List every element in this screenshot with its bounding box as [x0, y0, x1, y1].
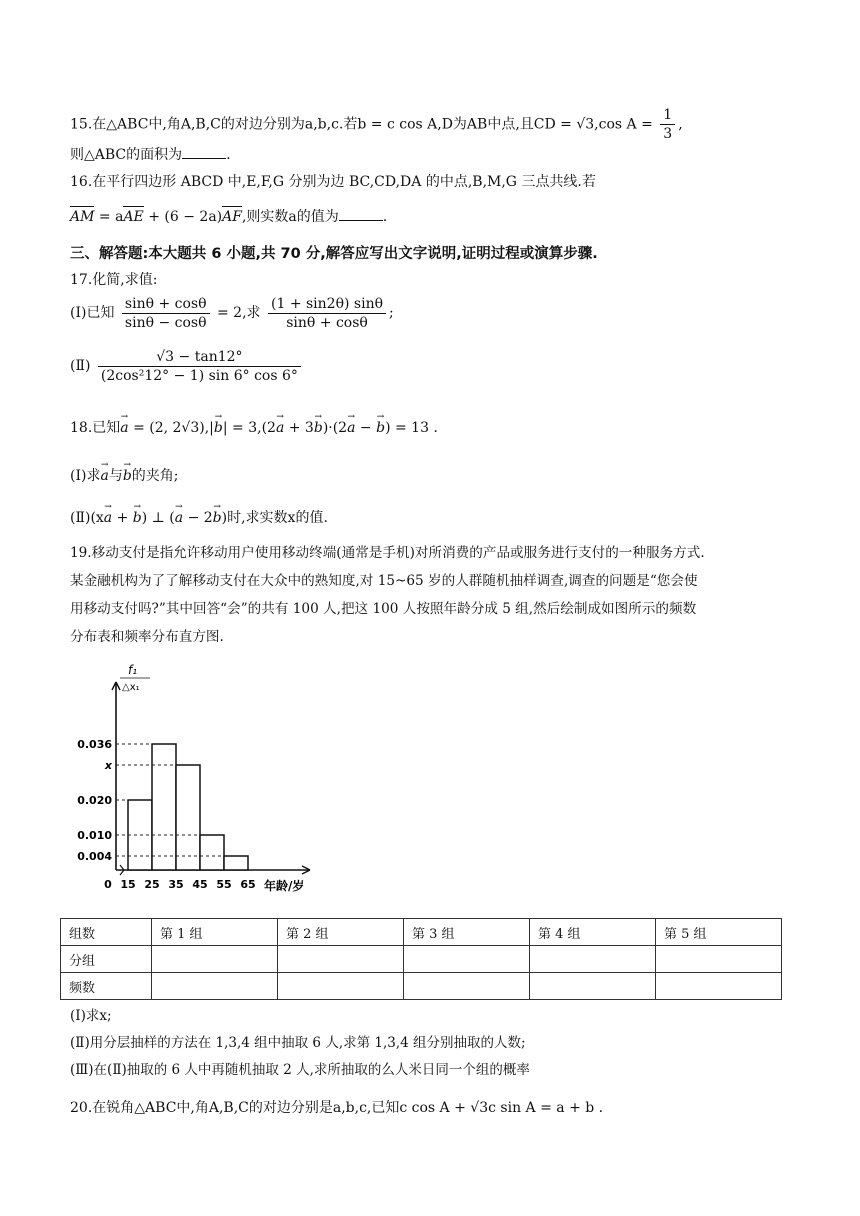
q18-p2-a: +: [112, 510, 133, 526]
q15-frac-den: 3: [663, 126, 673, 142]
q18-p1-vec-b: b →: [123, 466, 132, 486]
q16-line1: [70, 172, 596, 192]
table-cell[interactable]: [403, 946, 529, 973]
x-tick-label: 35: [168, 878, 184, 891]
table-cell: 频数: [61, 973, 152, 1000]
q17-frac3: [98, 348, 301, 385]
q15-line2: [70, 145, 231, 165]
q15-text2: 则△ABC的面积为: [70, 147, 183, 163]
q17-frac1: [122, 295, 210, 332]
table-header-row: [61, 919, 782, 946]
q18-vec-b1: b →: [214, 418, 223, 438]
y-tick-label: 0.036: [77, 738, 112, 751]
q19-sub1: (Ⅰ)求x;: [70, 1008, 112, 1024]
frequency-table: [60, 918, 782, 1000]
q18-p2-vec-a2: a →: [175, 508, 183, 528]
y-tick-label: 0.010: [77, 829, 112, 842]
table-cell: 第 4 组: [529, 919, 655, 946]
q18-vec-b3: b →: [376, 418, 385, 438]
q16-plus: + (6 − 2a): [143, 209, 223, 225]
q17-p1-label: (Ⅰ)已知: [70, 305, 115, 321]
histogram-bar: [224, 856, 248, 870]
table-cell[interactable]: [403, 973, 529, 1000]
x-tick-label: 25: [144, 878, 160, 891]
table-cell: 第 5 组: [655, 919, 781, 946]
table-cell[interactable]: [655, 973, 781, 1000]
q18-part1: [70, 466, 179, 486]
x-axis-label: 年龄/岁: [264, 879, 305, 893]
q17-part1: [70, 292, 394, 334]
y-tick-label: 0.004: [77, 850, 112, 863]
q16-text1: 16.在平行四边形 ABCD 中,E,F,G 分别为边 BC,CD,DA 的中点,B,M,G 三点共线.若: [70, 174, 596, 190]
table-row: [61, 946, 782, 973]
q18-stem: [70, 418, 438, 438]
q15-text1: 15.在△ABC中,角A,B,C的对边分别为a,b,c.若b = c cos A,D为AB中点,且CD = √3,cos A =: [70, 116, 653, 133]
q15-line1: [70, 106, 683, 143]
q17-p2-label: (Ⅱ): [70, 358, 91, 374]
table-cell: 组数: [61, 919, 152, 946]
q20-stem: 20.在锐角△ABC中,角A,B,C的对边分别是a,b,c,已知c cos A + √3c sin A = a + b .: [70, 1100, 604, 1116]
histogram-bar: [176, 765, 200, 870]
q18-p2-vec-b2: b →: [213, 508, 222, 528]
y-axis-label-den: △x₁: [122, 682, 140, 693]
q16-vec-am: AM: [70, 209, 95, 225]
q18-p2-vec-b1: b →: [133, 508, 142, 528]
table-cell[interactable]: [278, 946, 404, 973]
x-tick-label: 0: [104, 878, 112, 891]
q19-sub2: (Ⅱ)用分层抽样的方法在 1,3,4 组中抽取 6 人,求第 1,3,4 组分别抽取的人数;: [70, 1035, 526, 1051]
q19-line4: 分布表和频率分布直方图.: [70, 629, 224, 645]
q17-p1-end: ;: [389, 305, 394, 321]
q16-end: .: [382, 209, 388, 225]
q16-line2: [70, 207, 387, 227]
q17-p1-mid: = 2,求: [212, 305, 261, 321]
q19-line1: 19.移动支付是指允许移动用户使用移动终端(通常是手机)对所消费的产品或服务进行支付的一种服务方式.: [70, 545, 705, 561]
q18-p2-label: (Ⅱ)(x: [70, 510, 104, 526]
table-cell: 第 2 组: [278, 919, 404, 946]
histogram-bar: [152, 744, 176, 870]
q15-comma: ,: [678, 116, 683, 133]
q18-stem-e: )·(2: [322, 420, 348, 436]
q18-p2-c: − 2: [183, 510, 213, 526]
q16-vec-ae: AE: [123, 209, 144, 225]
q18-vec-a3: a →: [347, 418, 355, 438]
x-tick-label: 65: [240, 878, 256, 891]
q17-frac2-num: (1 + sin2θ) sinθ: [268, 295, 386, 314]
q18-p2-vec-a1: a →: [104, 508, 112, 528]
q15-frac-num: 1: [660, 106, 675, 125]
frequency-histogram: [70, 660, 360, 910]
y-axis-label-num: f₁: [128, 663, 138, 677]
q15-answer-blank[interactable]: [182, 145, 226, 159]
x-tick-label: 55: [216, 878, 232, 891]
table-cell[interactable]: [152, 973, 278, 1000]
q18-vec-b2: b →: [314, 418, 323, 438]
x-tick-label: 45: [192, 878, 208, 891]
q15-end: .: [226, 147, 231, 163]
y-tick-label: x: [104, 759, 112, 772]
q16-text2b: ,则实数a的值为: [241, 209, 339, 225]
q17-frac1-den: sinθ − cosθ: [124, 314, 207, 331]
q18-p1-vec-a: a →: [100, 466, 108, 486]
q18-stem-g: ) = 13 .: [385, 420, 438, 436]
table-row: [61, 973, 782, 1000]
q18-part2: [70, 508, 328, 528]
q17-frac2-den: sinθ + cosθ: [286, 314, 368, 331]
q17-frac2: [268, 295, 386, 332]
q18-p1-mid: 与: [108, 468, 123, 484]
histogram-bar: [200, 835, 224, 870]
q18-p2-end: )时,求实数x的值.: [221, 510, 328, 526]
section-heading: 三、解答题:本大题共 6 小题,共 70 分,解答应写出文字说明,证明过程或演算步骤.: [70, 246, 598, 262]
table-cell[interactable]: [655, 946, 781, 973]
q16-eq: = a: [94, 209, 124, 225]
y-tick-label: 0.020: [77, 794, 112, 807]
q18-p1-end: 的夹角;: [131, 468, 179, 484]
x-tick-label: 15: [120, 878, 136, 891]
q17-frac3-num: √3 − tan12°: [98, 348, 301, 367]
table-cell: 第 3 组: [403, 919, 529, 946]
q18-stem-d: + 3: [284, 420, 314, 436]
q15-fraction: [660, 106, 675, 143]
q18-vec-a1: a →: [120, 418, 128, 438]
q18-p2-b: ) ⊥ (: [141, 510, 175, 526]
q17-title: 17.化简,求值:: [70, 272, 158, 288]
q19-line3: 用移动支付吗?”其中回答“会”的共有 100 人,把这 100 人按照年龄分成 5 组,然后绘制成如图所示的频数: [70, 601, 697, 617]
q18-stem-a: 18.已知: [70, 420, 121, 436]
q18-vec-a2: a →: [276, 418, 284, 438]
q16-answer-blank[interactable]: [339, 207, 383, 221]
q18-stem-f: −: [355, 420, 377, 436]
q19-sub3: (Ⅲ)在(Ⅱ)抽取的 6 人中再随机抽取 2 人,求所抽取的么人米日同一个组的概率: [70, 1062, 530, 1078]
table-cell[interactable]: [152, 946, 278, 973]
q18-stem-c: | = 3,(2: [222, 420, 276, 436]
q17-frac1-num: sinθ + cosθ: [122, 295, 210, 314]
q18-p1-label: (Ⅰ)求: [70, 468, 101, 484]
table-cell: 第 1 组: [152, 919, 278, 946]
q17-part2: [70, 345, 304, 387]
q17-frac3-den: (2cos²12° − 1) sin 6° cos 6°: [100, 367, 298, 384]
table-cell[interactable]: [529, 946, 655, 973]
table-cell: 分组: [61, 946, 152, 973]
table-cell[interactable]: [278, 973, 404, 1000]
q16-vec-af: AF: [222, 209, 242, 225]
q18-stem-b: = (2, 2√3),|: [128, 420, 214, 436]
q19-line2: 某金融机构为了了解移动支付在大众中的熟知度,对 15~65 岁的人群随机抽样调查,调查的问题是“您会使: [70, 573, 698, 589]
table-cell[interactable]: [529, 973, 655, 1000]
